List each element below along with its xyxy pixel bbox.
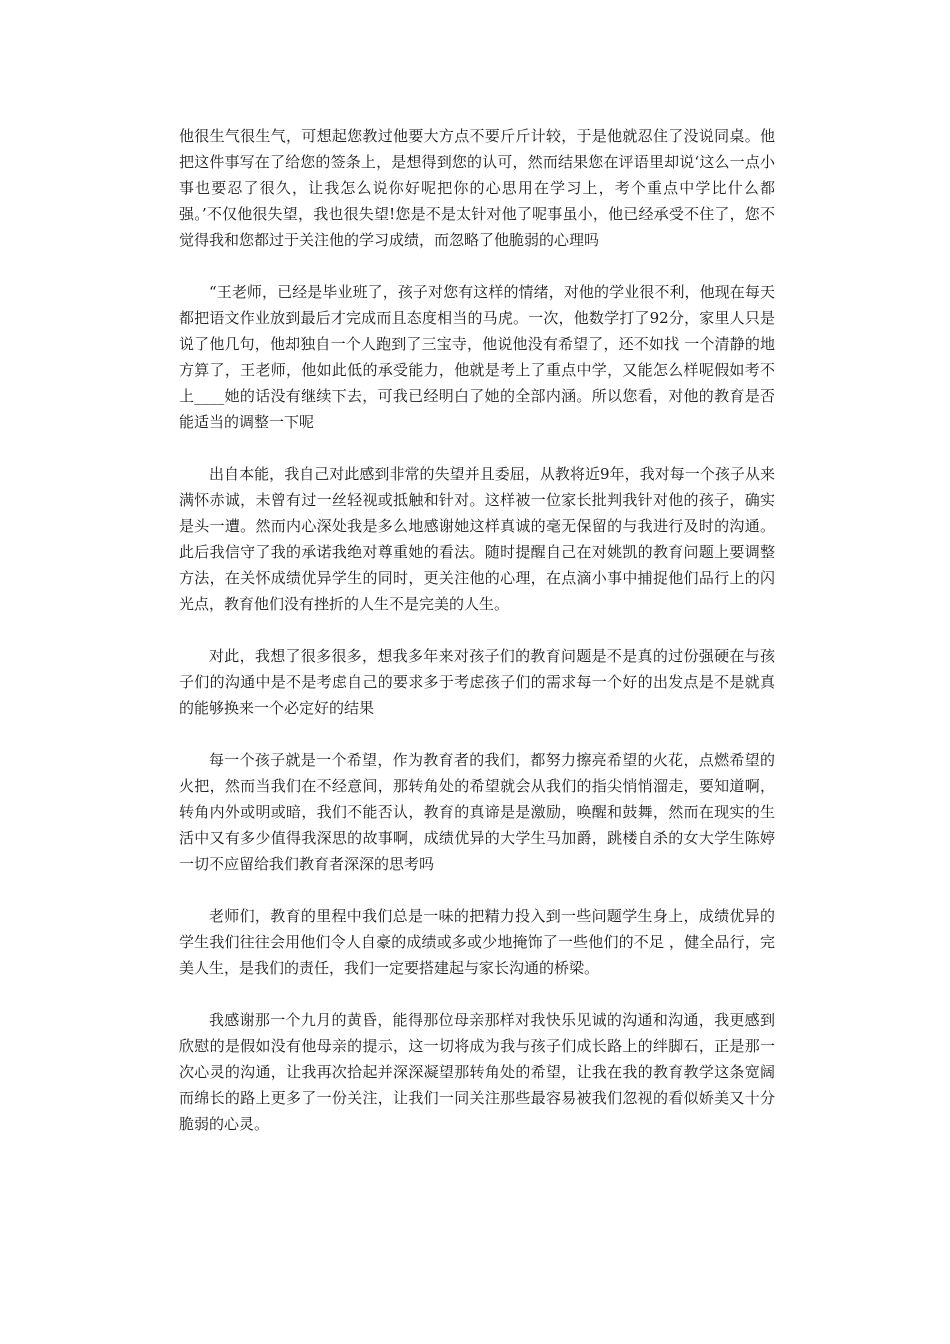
paragraph-6: 老师们，教育的里程中我们总是一味的把精力投入到一些问题学生身上，成绩优异的学生我们往往会用他们令人自豪的成绩或多或少地掩饰了一些他们的不足 ，健全品行，完美人生，是我们的责任，我们一定要搭建起与家长沟通的桥梁。 [179,907,775,977]
paragraph-1: 他很生气很生气，可想起您教过他要大方点不要斤斤计较，于是他就忍住了没说同桌。他把这件事写在了给您的签条上，是想得到您的认可，然而结果您在评语里却说‘这么一点小事也要忍了很久，让我怎么说你好呢把你的心思用在学习上，考个重点中学比什么都强。’不仅他很失望，我也很失望!您是不是太针对他了呢事虽小，他已经承受不住了，您不觉得我和您都过于关注他的学习成绩，而忽略了他脆弱的心理吗 [179,127,775,249]
paragraph-3: 出自本能，我自己对此感到非常的失望并且委屈，从教将近9年，我对每一个孩子从来满怀赤诚，未曾有过一丝轻视或抵触和针对。这样被一位家长批判我针对他的孩子，确实是头一遭。然而内心深处我是多么地感谢她这样真诚的毫无保留的与我进行及时的沟通。此后我信守了我的承诺我绝对尊重她的看法。随时提醒自己在对姚凯的教育问题上要调整方法，在关怀成绩优异学生的同时，更关注他的心理，在点滴小事中捕捉他们品行上的闪光点，教育他们没有挫折的人生不是完美的人生。 [179,465,775,613]
paragraph-2: “王老师，已经是毕业班了，孩子对您有这样的情绪，对他的学业很不利，他现在每天都把语文作业放到最后才完成而且态度相当的马虎。一次，他数学打了92分，家里人只是说了他几句，他却独自一个人跑到了三宝寺，他说他没有希望了，还不如找 一个清静的地方算了，王老师，他如此低的承受能力，他就是考上了重点中学，又能怎么样呢假如考不上____她的话没有继续下去，可我已经明白了她的全部内涵。所以您看，对他的教育是否能适当的调整一下呢 [179,283,775,431]
paragraph-4: 对此，我想了很多很多，想我多年来对孩子们的教育问题是不是真的过份强硬在与孩子们的沟通中是不是考虑自己的要求多于考虑孩子们的需求每一个好的出发点是不是就真的能够换来一个必定好的结果 [179,647,775,717]
paragraph-7: 我感谢那一个九月的黄昏，能得那位母亲那样对我快乐见诚的沟通和沟通，我更感到欣慰的是假如没有他母亲的提示，这一切将成为我与孩子们成长路上的绊脚石，正是那一次心灵的沟通，让我再次拾起并深深凝望那转角处的希望，让我在我的教育教学这条宽阔而绵长的路上更多了一份关注，让我们一同关注那些最容易被我们忽视的看似娇美又十分脆弱的心灵。 [179,1011,775,1133]
document-body [179,123,775,1163]
paragraph-5: 每一个孩子就是一个希望，作为教育者的我们，都努力擦亮希望的火花，点燃希望的火把，然而当我们在不经意间，那转角处的希望就会从我们的指尖悄悄溜走，要知道啊，转角内外或明或暗，我们不能否认，教育的真谛是是激励，唤醒和鼓舞，然而在现实的生活中又有多少值得我深思的故事啊，成绩优异的大学生马加爵，跳楼自杀的女大学生陈婷 一切不应留给我们教育者深深的思考吗 [179,751,775,873]
